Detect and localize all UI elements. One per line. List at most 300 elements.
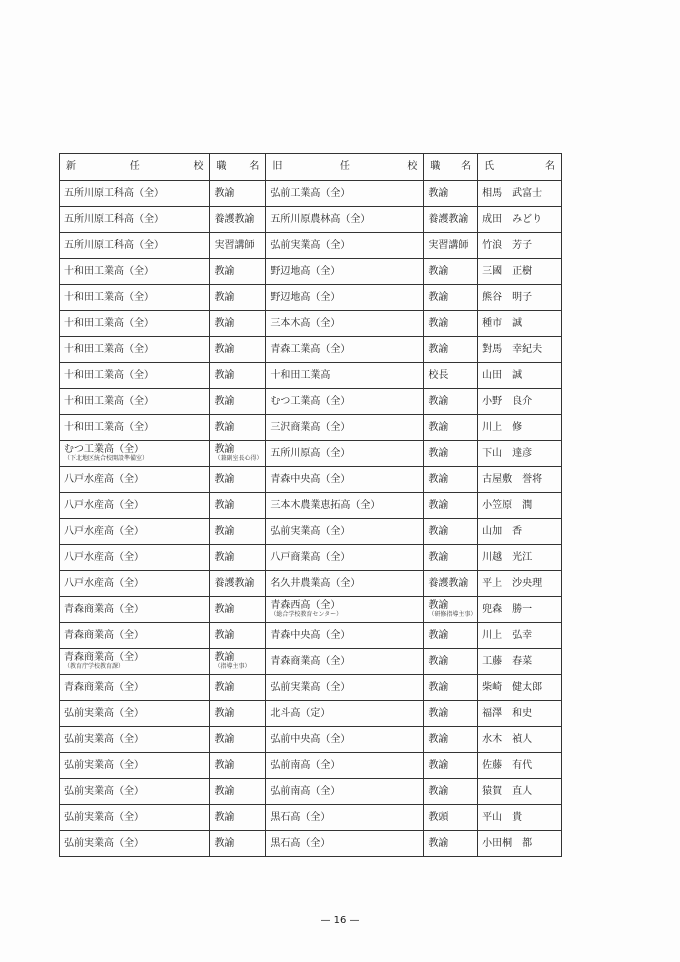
new-position-cell (210, 285, 266, 311)
new-position-cell-text: 教諭 (214, 603, 235, 615)
old-position-cell-text: 教諭 (428, 265, 449, 277)
old-school-cell-text: むつ工業高（全） (270, 395, 351, 407)
old-position-cell-text: 教諭 (428, 759, 449, 771)
new-school-cell (60, 311, 210, 337)
old-school-cell (266, 363, 424, 389)
table-row (60, 727, 562, 753)
name-cell (478, 623, 562, 649)
name-cell-text: 猿賀 直人 (482, 785, 533, 797)
new-position-cell (210, 363, 266, 389)
old-position-cell-text: 教諭 (428, 187, 449, 199)
table-body (60, 181, 562, 857)
new-position-cell-text: 教諭 (214, 421, 235, 433)
old-position-cell (424, 623, 478, 649)
new-position-cell (210, 207, 266, 233)
old-school-cell (266, 233, 424, 259)
old-school-cell-text: 青森中央高（全） (270, 473, 351, 485)
table-row (60, 519, 562, 545)
name-cell (478, 493, 562, 519)
new-school-cell (60, 753, 210, 779)
new-school-cell (60, 623, 210, 649)
old-school-cell-text: 弘前実業高（全） (270, 681, 351, 693)
old-school-cell-text: 三沢商業高（全） (270, 421, 351, 433)
name-cell-text: 川上 弘幸 (482, 629, 533, 641)
name-cell-text: 山田 誠 (482, 369, 523, 381)
old-school-cell (266, 779, 424, 805)
page-number: — 16 — (320, 915, 360, 926)
old-position-cell (424, 649, 478, 675)
old-school-cell (266, 259, 424, 285)
old-school-cell-text: 五所川原農林高（全） (270, 213, 371, 225)
new-position-cell-text: 教諭 (214, 395, 235, 407)
name-cell-text: 平上 沙央理 (482, 577, 543, 589)
name-cell-text: 古屋敷 誉将 (482, 473, 543, 485)
name-cell-text: 兜森 勝一 (482, 603, 533, 615)
new-school-cell-text: 八戸水産高（全） (64, 473, 144, 485)
new-school-cell-text: 十和田工業高（全） (64, 343, 154, 355)
old-position-cell (424, 259, 478, 285)
table-row (60, 779, 562, 805)
old-position-cell (424, 597, 478, 623)
new-school-cell-text: 五所川原工科高（全） (64, 187, 164, 199)
old-position-cell-text: 教頭 (428, 811, 449, 823)
new-school-cell-note: （教育庁学校教育課） (64, 663, 125, 671)
old-school-cell-text: 五所川原高（全） (270, 447, 351, 459)
old-school-cell-text: 三本木高（全） (270, 317, 341, 329)
new-school-cell (60, 701, 210, 727)
old-school-cell (266, 649, 424, 675)
old-school-cell-text: 野辺地高（全） (270, 265, 341, 277)
name-cell (478, 545, 562, 571)
new-position-cell (210, 727, 266, 753)
old-position-cell (424, 233, 478, 259)
name-cell (478, 519, 562, 545)
new-position-cell (210, 623, 266, 649)
old-school-cell (266, 545, 424, 571)
new-position-cell (210, 233, 266, 259)
new-position-cell-text: 教諭 (214, 785, 235, 797)
old-position-cell-text: 教諭 (428, 395, 449, 407)
old-school-cell-text: 十和田工業高 (270, 369, 331, 381)
old-school-cell-text: 北斗高（定） (270, 707, 331, 719)
old-school-cell (266, 519, 424, 545)
name-cell (478, 649, 562, 675)
header-new-school (60, 154, 210, 181)
old-school-cell-text: 青森西高（全） (270, 600, 341, 612)
new-school-cell (60, 337, 210, 363)
old-position-cell (424, 311, 478, 337)
header-new-school-part: 任 (129, 161, 140, 172)
table-row (60, 805, 562, 831)
new-school-cell-text: 八戸水産高（全） (64, 577, 144, 589)
old-position-cell (424, 181, 478, 207)
old-position-cell-text: 養護教諭 (428, 577, 469, 589)
name-cell (478, 571, 562, 597)
old-school-cell (266, 623, 424, 649)
old-position-cell-text: 教諭 (428, 551, 449, 563)
new-position-cell (210, 571, 266, 597)
new-school-cell-text: 弘前実業高（全） (64, 785, 144, 797)
name-cell (478, 727, 562, 753)
table-row (60, 493, 562, 519)
new-school-cell (60, 415, 210, 441)
new-position-cell-text: 教諭 (214, 837, 235, 849)
new-position-cell-text: 教諭 (214, 629, 235, 641)
new-school-cell-text: 八戸水産高（全） (64, 525, 144, 537)
new-position-cell-text: 教諭 (214, 343, 235, 355)
name-cell-text: 川上 修 (482, 421, 523, 433)
new-school-cell (60, 571, 210, 597)
new-position-cell-text: 実習講師 (214, 239, 255, 251)
name-cell-text: 三國 正樹 (482, 265, 533, 277)
old-school-cell (266, 181, 424, 207)
name-cell-text: 熊谷 明子 (482, 291, 533, 303)
new-school-cell-note: （下北地区統合校開設準備室） (64, 455, 149, 463)
old-position-cell (424, 779, 478, 805)
new-school-cell (60, 207, 210, 233)
new-position-cell-text: 教諭 (214, 733, 235, 745)
old-school-cell-text: 黒石高（全） (270, 837, 331, 849)
old-position-cell (424, 805, 478, 831)
new-school-cell-text: 五所川原工科高（全） (64, 213, 164, 225)
old-school-cell-text: 野辺地高（全） (270, 291, 341, 303)
new-position-cell-text: 養護教諭 (214, 577, 255, 589)
table-row (60, 467, 562, 493)
header-name (478, 154, 562, 181)
new-school-cell-text: 青森商業高（全） (64, 629, 144, 641)
new-school-cell (60, 441, 210, 467)
old-school-cell (266, 831, 424, 857)
new-school-cell (60, 181, 210, 207)
name-cell-text: 成田 みどり (482, 213, 543, 225)
new-school-cell-text: 十和田工業高（全） (64, 395, 154, 407)
name-cell (478, 675, 562, 701)
old-position-cell-text: 教諭 (428, 291, 449, 303)
header-position-new (210, 154, 266, 181)
new-position-cell (210, 649, 266, 675)
header-old-school-part: 任 (339, 161, 350, 172)
new-school-cell-text: 十和田工業高（全） (64, 369, 154, 381)
new-position-cell-text: 教諭 (214, 265, 235, 277)
new-school-cell-text: 弘前実業高（全） (64, 733, 144, 745)
old-position-cell (424, 441, 478, 467)
old-school-cell (266, 701, 424, 727)
table-row (60, 389, 562, 415)
table-row (60, 831, 562, 857)
old-position-cell-text: 教諭 (428, 473, 449, 485)
new-school-cell (60, 519, 210, 545)
name-cell (478, 701, 562, 727)
old-position-cell-text: 教諭 (428, 837, 449, 849)
new-school-cell (60, 805, 210, 831)
old-school-cell (266, 389, 424, 415)
new-position-cell (210, 181, 266, 207)
new-position-cell (210, 415, 266, 441)
name-cell (478, 389, 562, 415)
header-name-part: 名 (545, 161, 555, 172)
name-cell (478, 441, 562, 467)
name-cell-text: 小笠原 潤 (482, 499, 533, 511)
table-row (60, 259, 562, 285)
name-cell-text: 川越 光江 (482, 551, 533, 563)
new-school-cell (60, 493, 210, 519)
old-school-cell (266, 597, 424, 623)
header-new-school-part: 新 (66, 161, 76, 172)
table-row (60, 649, 562, 675)
old-position-cell-text: 教諭 (428, 655, 449, 667)
old-position-cell (424, 337, 478, 363)
name-cell (478, 311, 562, 337)
old-position-cell-text: 教諭 (428, 707, 449, 719)
new-position-cell-note: （兼副室長心得） (214, 455, 263, 463)
old-school-cell-note: （総合学校教育センター） (270, 611, 343, 619)
name-cell (478, 467, 562, 493)
name-cell (478, 779, 562, 805)
old-position-cell-text: 教諭 (428, 421, 449, 433)
old-position-cell (424, 519, 478, 545)
table-row (60, 233, 562, 259)
old-school-cell-text: 弘前南高（全） (270, 785, 341, 797)
name-cell (478, 207, 562, 233)
table-row (60, 415, 562, 441)
old-position-cell (424, 415, 478, 441)
new-position-cell (210, 753, 266, 779)
old-position-cell (424, 207, 478, 233)
name-cell-text: 小田桐 都 (482, 837, 533, 849)
name-cell (478, 233, 562, 259)
new-position-cell-text: 教諭 (214, 369, 235, 381)
old-school-cell (266, 753, 424, 779)
old-position-cell-text: 教諭 (428, 681, 449, 693)
old-school-cell (266, 207, 424, 233)
old-position-cell-text: 教諭 (428, 733, 449, 745)
name-cell-text: 柴崎 健太郎 (482, 681, 543, 693)
header-old-school-part: 旧 (272, 161, 283, 172)
old-position-cell-text: 教諭 (428, 343, 449, 355)
header-position-old (424, 154, 478, 181)
old-school-cell-text: 黒石高（全） (270, 811, 331, 823)
header-old-school-part: 校 (407, 161, 418, 172)
name-cell-text: 工藤 春菜 (482, 655, 533, 667)
name-cell-text: 對馬 幸紀夫 (482, 343, 543, 355)
table-row (60, 675, 562, 701)
new-position-cell (210, 337, 266, 363)
old-position-cell (424, 831, 478, 857)
new-school-cell-text: 十和田工業高（全） (64, 317, 154, 329)
name-cell (478, 753, 562, 779)
new-position-cell (210, 675, 266, 701)
new-position-cell-text: 教諭 (214, 681, 235, 693)
new-school-cell (60, 285, 210, 311)
old-position-cell-text: 実習講師 (428, 239, 469, 251)
new-school-cell-text: 八戸水産高（全） (64, 551, 144, 563)
new-school-cell (60, 467, 210, 493)
new-school-cell-text: 十和田工業高（全） (64, 265, 154, 277)
table-row (60, 207, 562, 233)
old-position-cell-text: 教諭 (428, 600, 449, 612)
old-school-cell-text: 弘前中央高（全） (270, 733, 351, 745)
header-position-new-part: 職 (216, 161, 227, 172)
old-school-cell (266, 311, 424, 337)
name-cell (478, 285, 562, 311)
new-school-cell-text: 青森商業高（全） (64, 681, 144, 693)
new-position-cell-text: 教諭 (214, 759, 235, 771)
new-school-cell-text: 弘前実業高（全） (64, 811, 144, 823)
new-position-cell (210, 545, 266, 571)
old-position-cell (424, 675, 478, 701)
name-cell (478, 831, 562, 857)
old-school-cell-text: 三本木農業恵拓高（全） (270, 499, 381, 511)
old-school-cell (266, 337, 424, 363)
new-position-cell (210, 597, 266, 623)
old-position-cell (424, 493, 478, 519)
new-position-cell (210, 441, 266, 467)
name-cell (478, 363, 562, 389)
new-school-cell-text: 青森商業高（全） (64, 652, 144, 664)
new-position-cell (210, 519, 266, 545)
new-school-cell (60, 831, 210, 857)
old-position-cell (424, 753, 478, 779)
table-row (60, 545, 562, 571)
table-row (60, 337, 562, 363)
name-cell-text: 下山 達彦 (482, 447, 533, 459)
new-position-cell-text: 教諭 (214, 291, 235, 303)
old-school-cell-text: 青森商業高（全） (270, 655, 351, 667)
header-position-new-part: 名 (249, 161, 260, 172)
new-school-cell (60, 363, 210, 389)
table-row (60, 571, 562, 597)
old-school-cell (266, 285, 424, 311)
personnel-table (59, 153, 562, 857)
new-position-cell (210, 259, 266, 285)
old-school-cell-text: 八戸商業高（全） (270, 551, 351, 563)
old-school-cell (266, 467, 424, 493)
table-row (60, 753, 562, 779)
old-position-cell-text: 教諭 (428, 525, 449, 537)
new-position-cell-text: 教諭 (214, 707, 235, 719)
header-new-school-part: 校 (193, 161, 204, 172)
header-position-old-part: 名 (461, 161, 472, 172)
new-school-cell-text: 八戸水産高（全） (64, 499, 144, 511)
table-row (60, 623, 562, 649)
new-position-cell (210, 493, 266, 519)
name-cell-text: 山加 香 (482, 525, 523, 537)
old-position-cell (424, 285, 478, 311)
new-position-cell-text: 教諭 (214, 187, 235, 199)
old-school-cell-text: 弘前南高（全） (270, 759, 341, 771)
new-school-cell-text: 十和田工業高（全） (64, 421, 154, 433)
new-school-cell (60, 675, 210, 701)
new-school-cell-text: 弘前実業高（全） (64, 759, 144, 771)
name-cell (478, 805, 562, 831)
old-school-cell (266, 571, 424, 597)
new-school-cell (60, 779, 210, 805)
old-position-cell (424, 571, 478, 597)
table-row (60, 285, 562, 311)
name-cell (478, 337, 562, 363)
new-school-cell (60, 389, 210, 415)
new-position-cell (210, 389, 266, 415)
name-cell-text: 小野 良介 (482, 395, 533, 407)
new-position-cell (210, 701, 266, 727)
old-position-cell (424, 363, 478, 389)
name-cell-text: 水木 禎人 (482, 733, 533, 745)
new-position-cell-text: 教諭 (214, 525, 235, 537)
new-position-cell (210, 467, 266, 493)
old-school-cell (266, 675, 424, 701)
old-position-cell-text: 教諭 (428, 317, 449, 329)
new-position-cell-text: 教諭 (214, 499, 235, 511)
new-position-cell (210, 779, 266, 805)
new-school-cell (60, 597, 210, 623)
name-cell-text: 種市 誠 (482, 317, 523, 329)
new-school-cell (60, 727, 210, 753)
name-cell (478, 259, 562, 285)
header-name-part: 氏 (484, 161, 495, 172)
old-position-cell (424, 727, 478, 753)
old-school-cell (266, 415, 424, 441)
table-header-row (60, 154, 562, 181)
table-row (60, 597, 562, 623)
old-school-cell (266, 441, 424, 467)
table-row (60, 311, 562, 337)
name-cell (478, 181, 562, 207)
old-school-cell (266, 727, 424, 753)
new-position-cell-text: 教諭 (214, 444, 235, 456)
old-school-cell (266, 805, 424, 831)
name-cell-text: 相馬 武富士 (482, 187, 543, 199)
old-school-cell (266, 493, 424, 519)
old-position-cell-text: 校長 (428, 369, 449, 381)
old-school-cell-text: 弘前実業高（全） (270, 239, 351, 251)
table-row (60, 363, 562, 389)
new-school-cell (60, 233, 210, 259)
header-old-school (266, 154, 424, 181)
old-position-cell-note: （研修指導主事） (428, 611, 477, 619)
name-cell-text: 竹浪 芳子 (482, 239, 533, 251)
name-cell-text: 平山 貴 (482, 811, 523, 823)
new-position-cell-text: 養護教諭 (214, 213, 255, 225)
new-school-cell-text: 弘前実業高（全） (64, 707, 144, 719)
new-school-cell-text: むつ工業高（全） (64, 444, 144, 456)
old-position-cell (424, 701, 478, 727)
old-position-cell-text: 教諭 (428, 447, 449, 459)
new-position-cell (210, 831, 266, 857)
table-row (60, 181, 562, 207)
new-position-cell-text: 教諭 (214, 652, 235, 664)
old-school-cell-text: 青森中央高（全） (270, 629, 351, 641)
old-position-cell-text: 養護教諭 (428, 213, 469, 225)
old-position-cell (424, 545, 478, 571)
old-school-cell-text: 青森工業高（全） (270, 343, 351, 355)
new-school-cell (60, 259, 210, 285)
name-cell-text: 佐藤 有代 (482, 759, 533, 771)
new-school-cell-text: 青森商業高（全） (64, 603, 144, 615)
new-school-cell-text: 弘前実業高（全） (64, 837, 144, 849)
old-position-cell (424, 389, 478, 415)
old-position-cell (424, 467, 478, 493)
new-school-cell (60, 545, 210, 571)
new-school-cell (60, 649, 210, 675)
new-position-cell-text: 教諭 (214, 551, 235, 563)
old-school-cell-text: 弘前工業高（全） (270, 187, 351, 199)
new-position-cell (210, 805, 266, 831)
old-school-cell-text: 弘前実業高（全） (270, 525, 351, 537)
header-position-old-part: 職 (430, 161, 441, 172)
new-position-cell-text: 教諭 (214, 473, 235, 485)
new-position-cell-text: 教諭 (214, 317, 235, 329)
name-cell (478, 597, 562, 623)
